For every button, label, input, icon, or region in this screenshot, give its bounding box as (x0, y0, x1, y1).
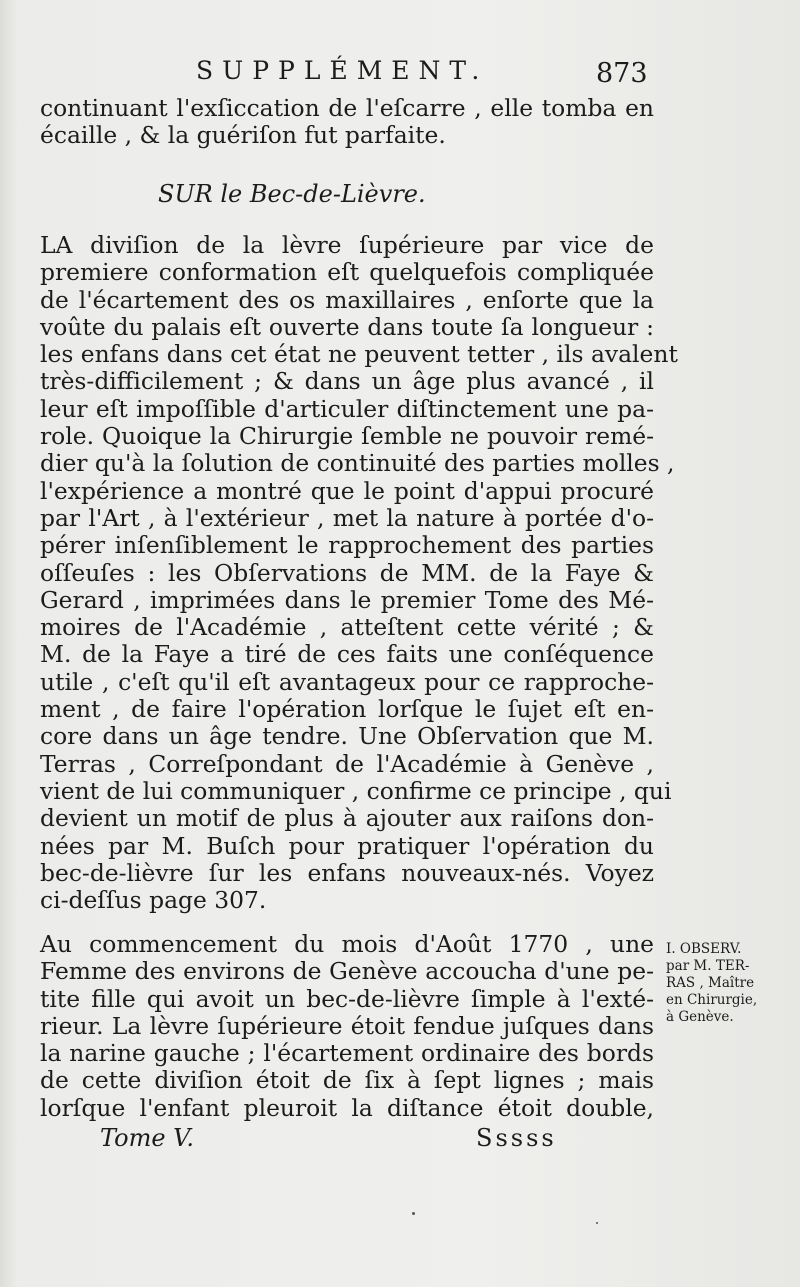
marginal-note (666, 941, 796, 1026)
text-line: premiere conformation eſt quelquefois compliquée (40, 258, 654, 287)
text-line: écaille , & la guériſon fut parfaite. (40, 121, 446, 150)
text-line: par l'Art , à l'extérieur , met la nature à portée d'o- (40, 503, 654, 532)
text-line: Gerard , imprimées dans le premier Tome des Mé- (40, 585, 654, 614)
text-line: l'expérience a montré que le point d'appui procuré (40, 476, 654, 505)
text-line: de cette diviſion étoit de ſix à ſept lignes ; mais (40, 1066, 654, 1095)
text-line: tite fille qui avoit un bec-de-lièvre ſimple à l'exté- (40, 984, 654, 1013)
text-line: continuant l'exſiccation de l'eſcarre , elle tomba en (40, 94, 654, 122)
text-line: la narine gauche ; l'écartement ordinaire des bords (40, 1039, 654, 1068)
text-line: voûte du palais eſt ouverte dans toute ſa longueur : (40, 312, 654, 341)
text-line: de l'écartement des os maxillaires , enſorte que la (40, 285, 654, 314)
text-line: oſſeuſes : les Obſervations de MM. de la Faye & (40, 558, 654, 587)
margin-note-line: par M. TER- (666, 958, 750, 974)
text-line: pérer inſenſiblement le rapprochement des parties (40, 531, 654, 560)
text-line: ment , de faire l'opération lorſque le ſujet eſt en- (40, 695, 654, 724)
signature-mark: Sssss (476, 1124, 557, 1152)
text-line: M. de la Faye a tiré de ces faits une conſéquence (40, 640, 654, 669)
text-line: role. Quoique la Chirurgie ſemble ne pouvoir remé- (40, 422, 654, 451)
paragraph-bec-de-lievre (40, 231, 678, 915)
margin-note-line: à Genève. (666, 1009, 734, 1025)
text-line: Au commencement du mois d'Août 1770 , une (40, 930, 654, 958)
page-number: 873 (596, 58, 648, 89)
text-line: vient de lui communiquer , confirme ce principe , qui (40, 776, 672, 805)
text-line: bec-de-lièvre ſur les enfans nouveaux-nés. Voyez (40, 858, 654, 887)
text-line: Femme des environs de Genève accoucha d'une pe- (40, 957, 654, 986)
text-line: LA diviſion de la lèvre ſupérieure par vice de (40, 231, 654, 259)
text-line: utile , c'eſt qu'il eſt avantageux pour ce rapproche- (40, 667, 654, 696)
text-line: Terras , Correſpondant de l'Académie à Genève , (40, 749, 654, 778)
text-line: core dans un âge tendre. Une Obſervation que M. (40, 722, 654, 751)
running-header: SUPPLÉMENT. (196, 56, 489, 85)
section-heading: SUR le Bec-de-Lièvre. (158, 180, 426, 208)
text-line: rieur. La lèvre ſupérieure étoit fendue juſques dans (40, 1011, 654, 1040)
text-line: lorſque l'enfant pleuroit la diſtance étoit double, (40, 1093, 654, 1122)
margin-note-line: en Chirurgie, (666, 992, 758, 1008)
text-line: nées par M. Buſch pour pratiquer l'opération du (40, 831, 654, 860)
text-line: moires de l'Académie , atteſtent cette vérité ; & (40, 613, 654, 642)
paper-speck (412, 1212, 415, 1215)
text-line: très-difficilement ; & dans un âge plus avancé , il (40, 367, 654, 396)
text-line: ci-deſſus page 307. (40, 886, 267, 915)
paragraph-continuation (40, 95, 654, 150)
paper-speck (596, 1222, 598, 1224)
volume-label: Tome V. (100, 1124, 194, 1152)
paragraph-observation (40, 931, 654, 1122)
text-line: les enfans dans cet état ne peuvent tetter , ils avalent (40, 340, 678, 369)
text-line: devient un motif de plus à ajouter aux raiſons don- (40, 804, 654, 833)
margin-note-line: RAS , Maître (666, 975, 755, 991)
margin-note-line: I. OBSERV. (666, 941, 742, 957)
text-line: dier qu'à la ſolution de continuité des parties molles , (40, 449, 675, 478)
text-line: leur eſt impoſſible d'articuler diſtinctement une pa- (40, 394, 654, 423)
